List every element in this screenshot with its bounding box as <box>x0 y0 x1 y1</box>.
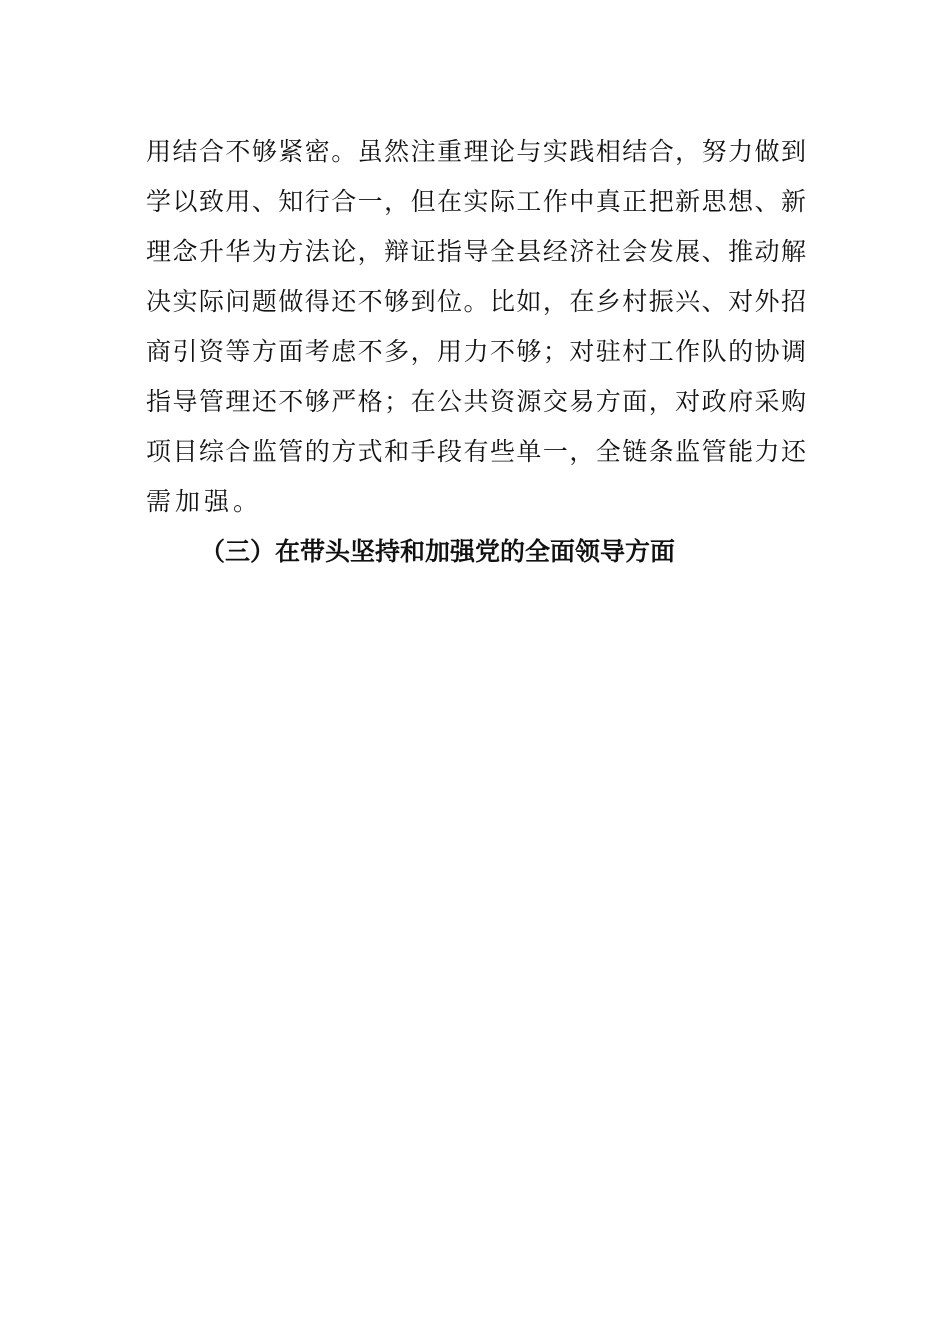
paragraph-line: 学以致用、知行合一，但在实际工作中真正把新思想、新 <box>146 187 806 216</box>
paragraph-line: 需加强。 <box>146 487 263 516</box>
paragraph-line: 项目综合监管的方式和手段有些单一，全链条监管能力还 <box>146 437 806 466</box>
paragraph-line: 理念升华为方法论，辩证指导全县经济社会发展、推动解 <box>146 237 806 266</box>
paragraph-line: 商引资等方面考虑不多，用力不够；对驻村工作队的协调 <box>146 337 806 366</box>
paragraph-line: 用结合不够紧密。虽然注重理论与实践相结合，努力做到 <box>146 137 806 166</box>
paragraph-line: 决实际问题做得还不够到位。比如，在乡村振兴、对外招 <box>146 287 806 316</box>
paragraph-line: 指导管理还不够严格；在公共资源交易方面，对政府采购 <box>146 387 806 416</box>
section-heading: （三）在带头坚持和加强党的全面领导方面 <box>200 537 676 566</box>
